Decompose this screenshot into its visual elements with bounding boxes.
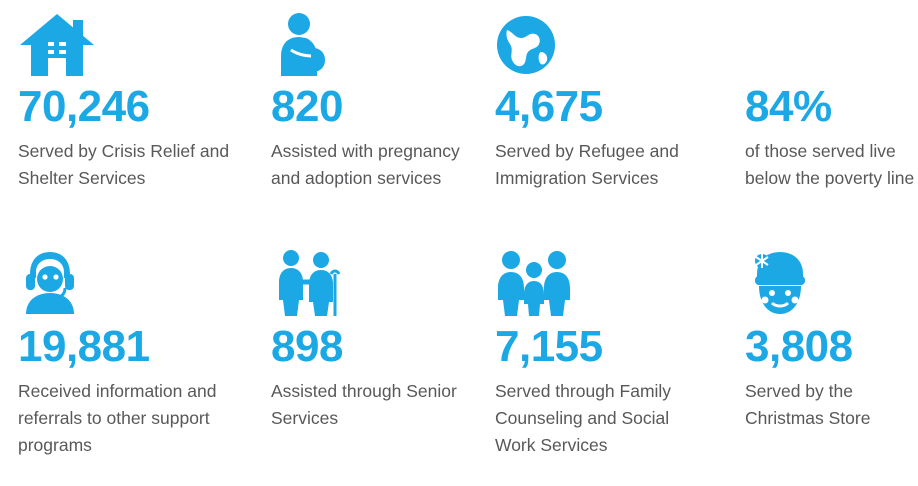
stat-value: 3,808 [745, 322, 853, 371]
stat-card-christmas-store [745, 242, 918, 478]
santa-child-icon [745, 242, 918, 318]
stat-card-poverty-line [745, 6, 918, 242]
stat-value: 70,246 [18, 82, 150, 131]
stat-value: 820 [271, 82, 343, 131]
stats-grid [0, 6, 918, 478]
senior-care-icon [271, 242, 481, 318]
stat-card-senior-services [271, 242, 495, 478]
stat-card-refugee-immigration [495, 6, 745, 242]
stat-label: Assisted with pregnancy and adoption services [271, 141, 460, 188]
stat-value: 19,881 [18, 322, 150, 371]
percent-icon [745, 6, 918, 78]
stat-value: 898 [271, 322, 343, 371]
stat-value: 4,675 [495, 82, 603, 131]
stat-label: Assisted through Senior Services [271, 381, 457, 428]
stat-label: of those served live below the poverty line [745, 141, 915, 188]
family-icon [495, 242, 731, 318]
stat-card-pregnancy-adoption [271, 6, 495, 242]
stat-value: 84% [745, 82, 832, 131]
stat-value: 7,155 [495, 322, 603, 371]
stat-label: Received information and referrals to other support programs [18, 381, 217, 455]
stat-label: Served by Crisis Relief and Shelter Services [18, 141, 230, 188]
globe-icon [495, 6, 731, 78]
stat-label: Served by Refugee and Immigration Services [495, 141, 679, 188]
stat-label: Served through Family Counseling and Social Work Services [495, 381, 672, 455]
house-icon [18, 6, 257, 78]
stat-label: Served by the Christmas Store [745, 381, 871, 428]
stat-card-information-referrals [18, 242, 271, 478]
headset-operator-icon [18, 242, 257, 318]
stat-card-crisis-relief [18, 6, 271, 242]
stat-card-family-counseling [495, 242, 745, 478]
pregnant-person-icon [271, 6, 481, 78]
